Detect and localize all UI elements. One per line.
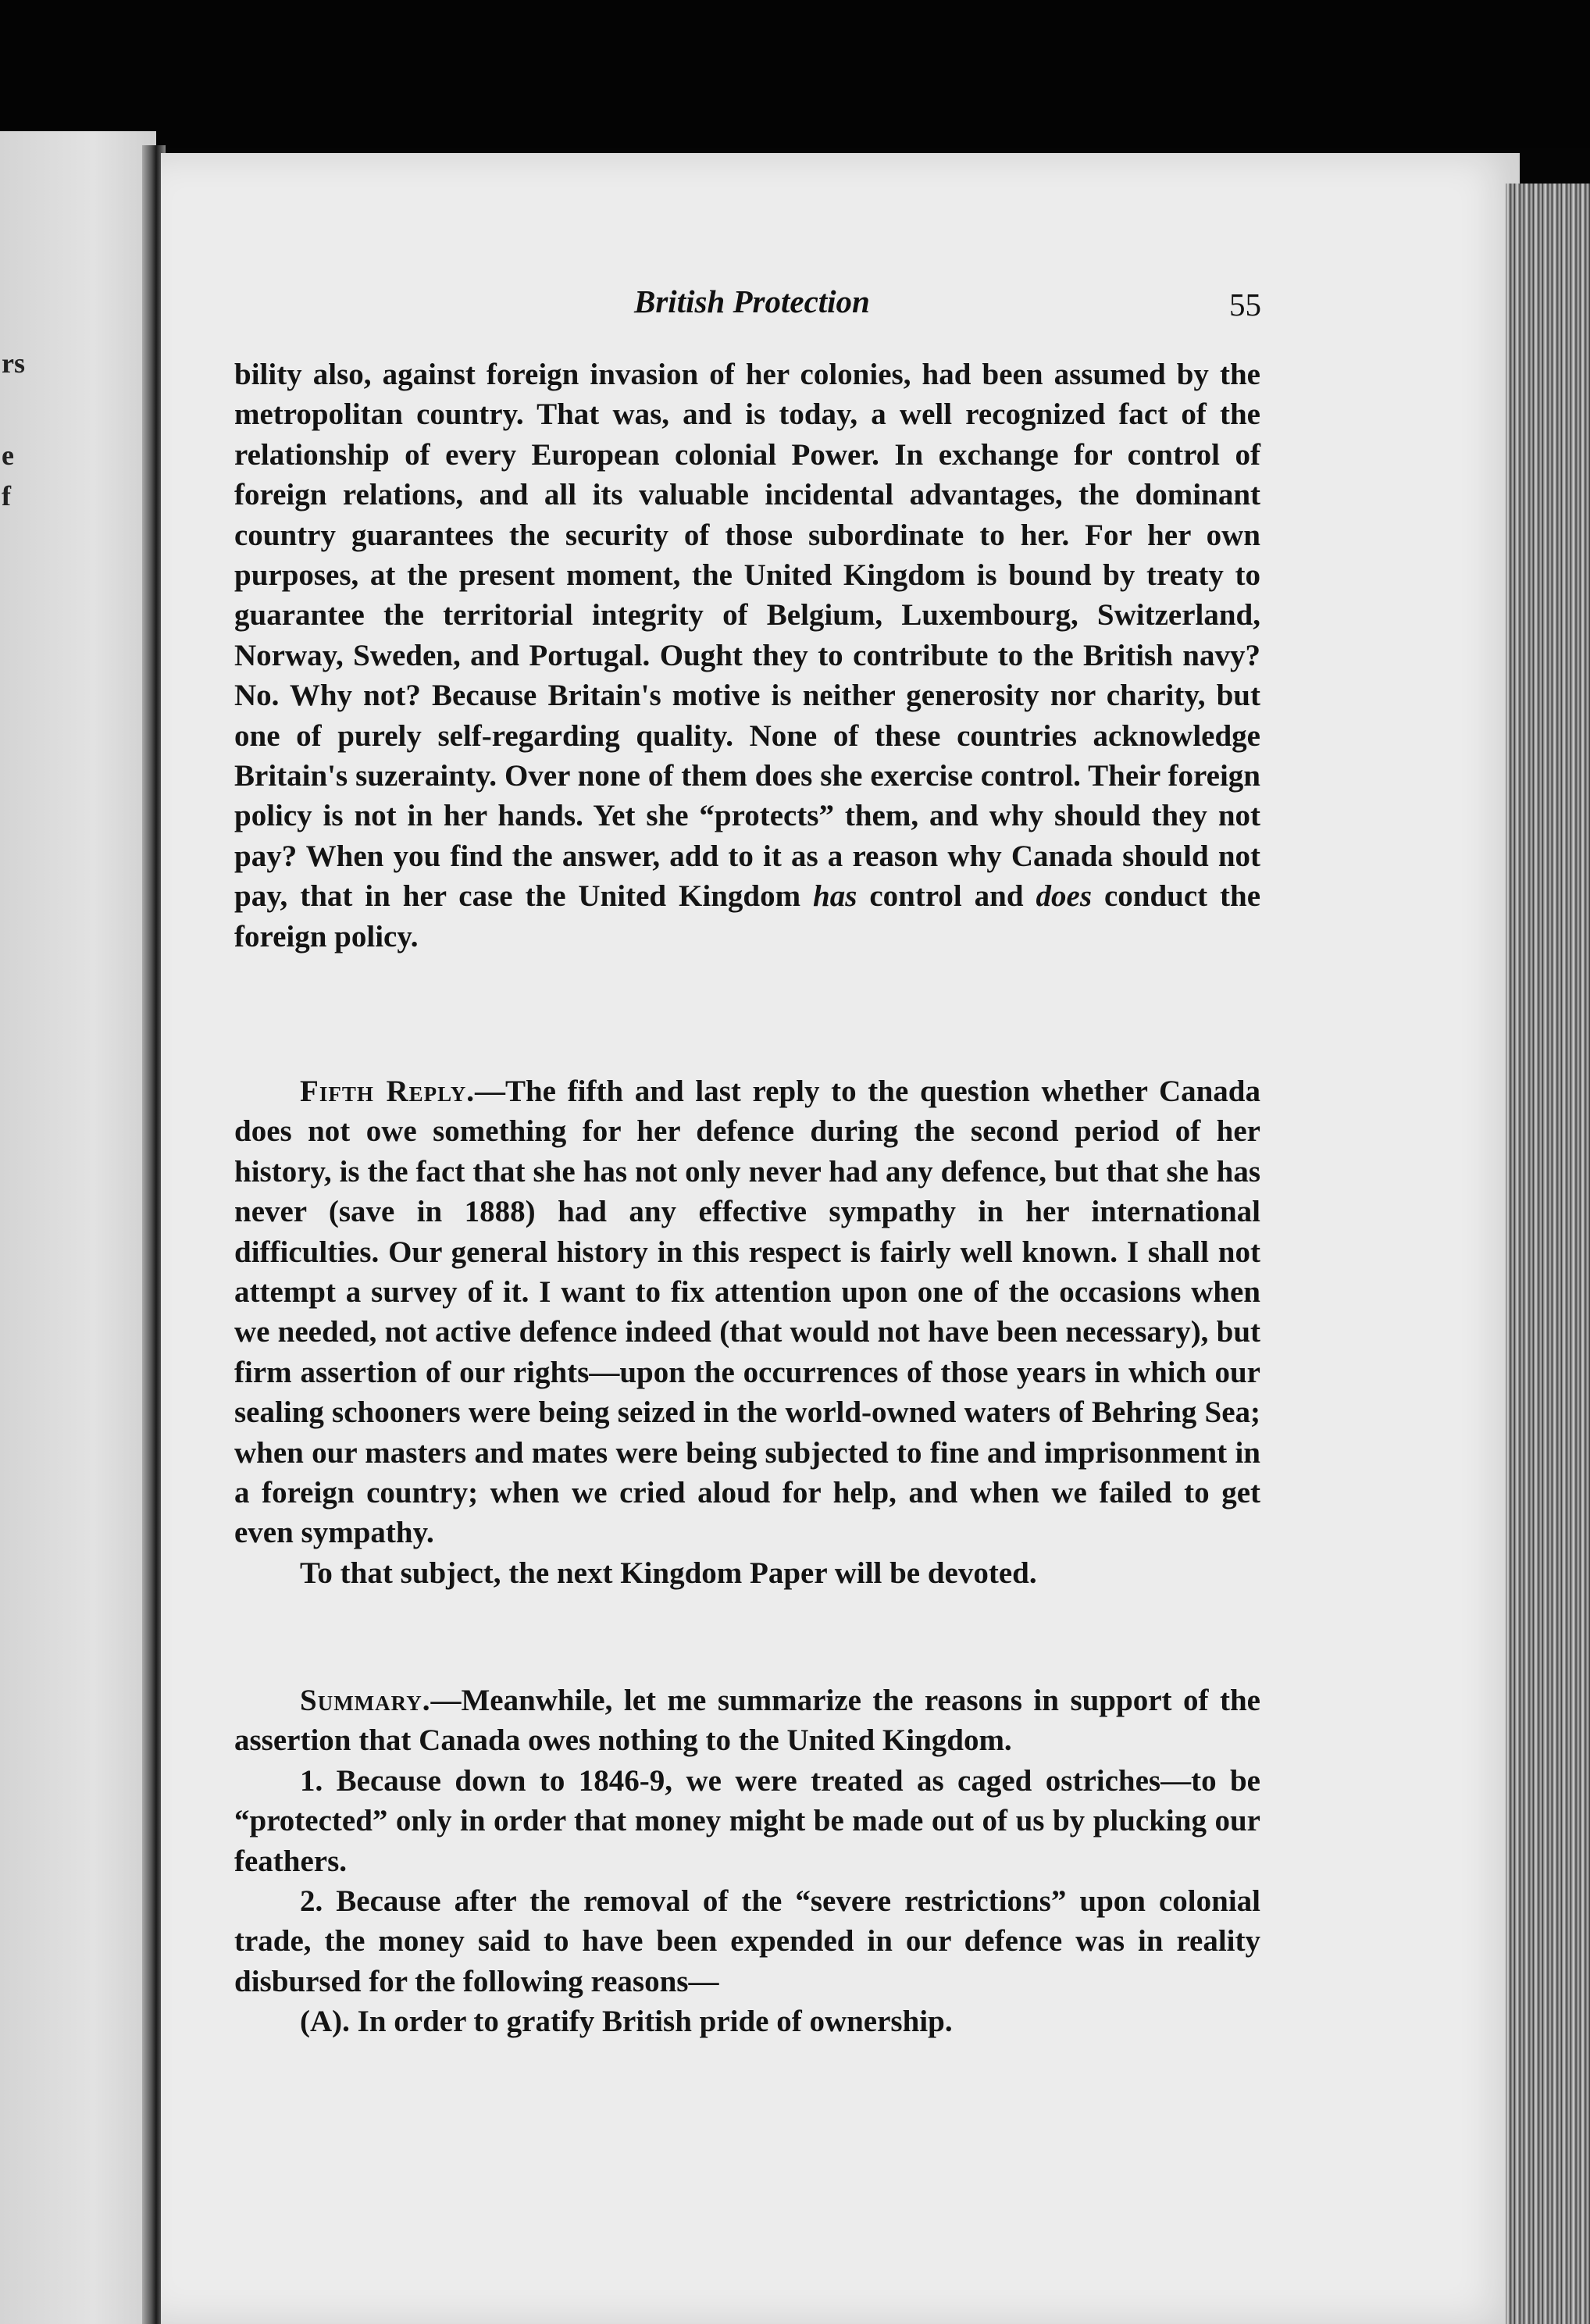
section-heading: Summary.	[300, 1684, 431, 1717]
paragraph-text: —The fifth and last reply to the question whether Canada does not owe something for her defence during the second period of her history, is the fact that she has not only never had any defence, but that she has never (save in 1888) had any effective sympathy in her international difficulties. Our general history in this respect is fairly well known. I shall not attempt a survey of it. I want to fix attention upon one of the occasions when we needed, not active defence indeed (that would not have been necessary), but firm assertion of our rights—upon the occurrences of those years in which our sealing schooners were being seized in the world-owned waters of Behring Sea; when our masters and mates were being subjected to fine and imprisonment in a foreign country; when we cried aloud for help, and when we failed to get even sympathy.	[234, 1075, 1260, 1550]
left-margin-fragment: e	[2, 440, 14, 471]
left-margin-fragment: rs	[2, 348, 25, 379]
summary-section	[234, 1681, 1260, 2042]
emphasis-does: does	[1036, 879, 1093, 914]
emphasis-has: has	[813, 879, 857, 914]
paragraph-continuation	[234, 355, 1260, 957]
left-margin-fragment: f	[2, 480, 11, 511]
section-heading: Fifth Reply.	[300, 1075, 475, 1108]
fifth-reply-section	[234, 1071, 1260, 1593]
summary-item: 1. Because down to 1846-9, we were treated as caged ostriches—to be “protected” only in order that money might be made out of us by plucking our feathers.	[234, 1763, 1260, 1878]
page-edge	[1506, 184, 1590, 2324]
left-page	[0, 131, 156, 2324]
paragraph-text: conduct the foreign policy.	[234, 879, 1261, 953]
running-head: British Protection	[634, 283, 870, 319]
top-background	[0, 0, 1590, 148]
paragraph-text: To that subject, the next Kingdom Paper will be devoted.	[300, 1556, 1037, 1590]
paragraph-text: control and	[869, 879, 1024, 914]
summary-item: (A). In order to gratify British pride of ownership.	[300, 2005, 953, 2039]
paragraph-text: bility also, against foreign invasion of her colonies, had been assumed by the metropolitan country. That was, and is today, a well recognized fact of the relationship of every European colonial Power. In exchange for control of foreign relations, and all its valuable incidental advantages, the dominant country guarantees the security of those subordinate to her. For her own purposes, at the present moment, the United Kingdom is bound by treaty to guarantee the territorial integrity of Belgium, Luxembourg, Switzerland, Norway, Sweden, and Portugal. Ought they to contribute to the British navy? No. Why not? Because Britain's motive is neither generosity nor charity, but one of purely self-regarding quality. None of these countries acknowledge Britain's suzerainty. Over none of them does she exercise control. Their foreign policy is not in her hands. Yet she “protects” them, and why should they not pay? When you find the answer, add to it as a reason why Canada should not pay, that in her case the United Kingdom	[234, 358, 1260, 914]
summary-item: 2. Because after the removal of the “severe restrictions” upon colonial trade, the money said to have been expended in our defence was in reality disbursed for the following reasons—	[234, 1884, 1260, 1998]
paragraph-text: —Meanwhile, let me summarize the reasons in support of the assertion that Canada owes nothing to the United Kingdom.	[234, 1684, 1260, 1758]
page-number: 55	[1229, 287, 1261, 323]
